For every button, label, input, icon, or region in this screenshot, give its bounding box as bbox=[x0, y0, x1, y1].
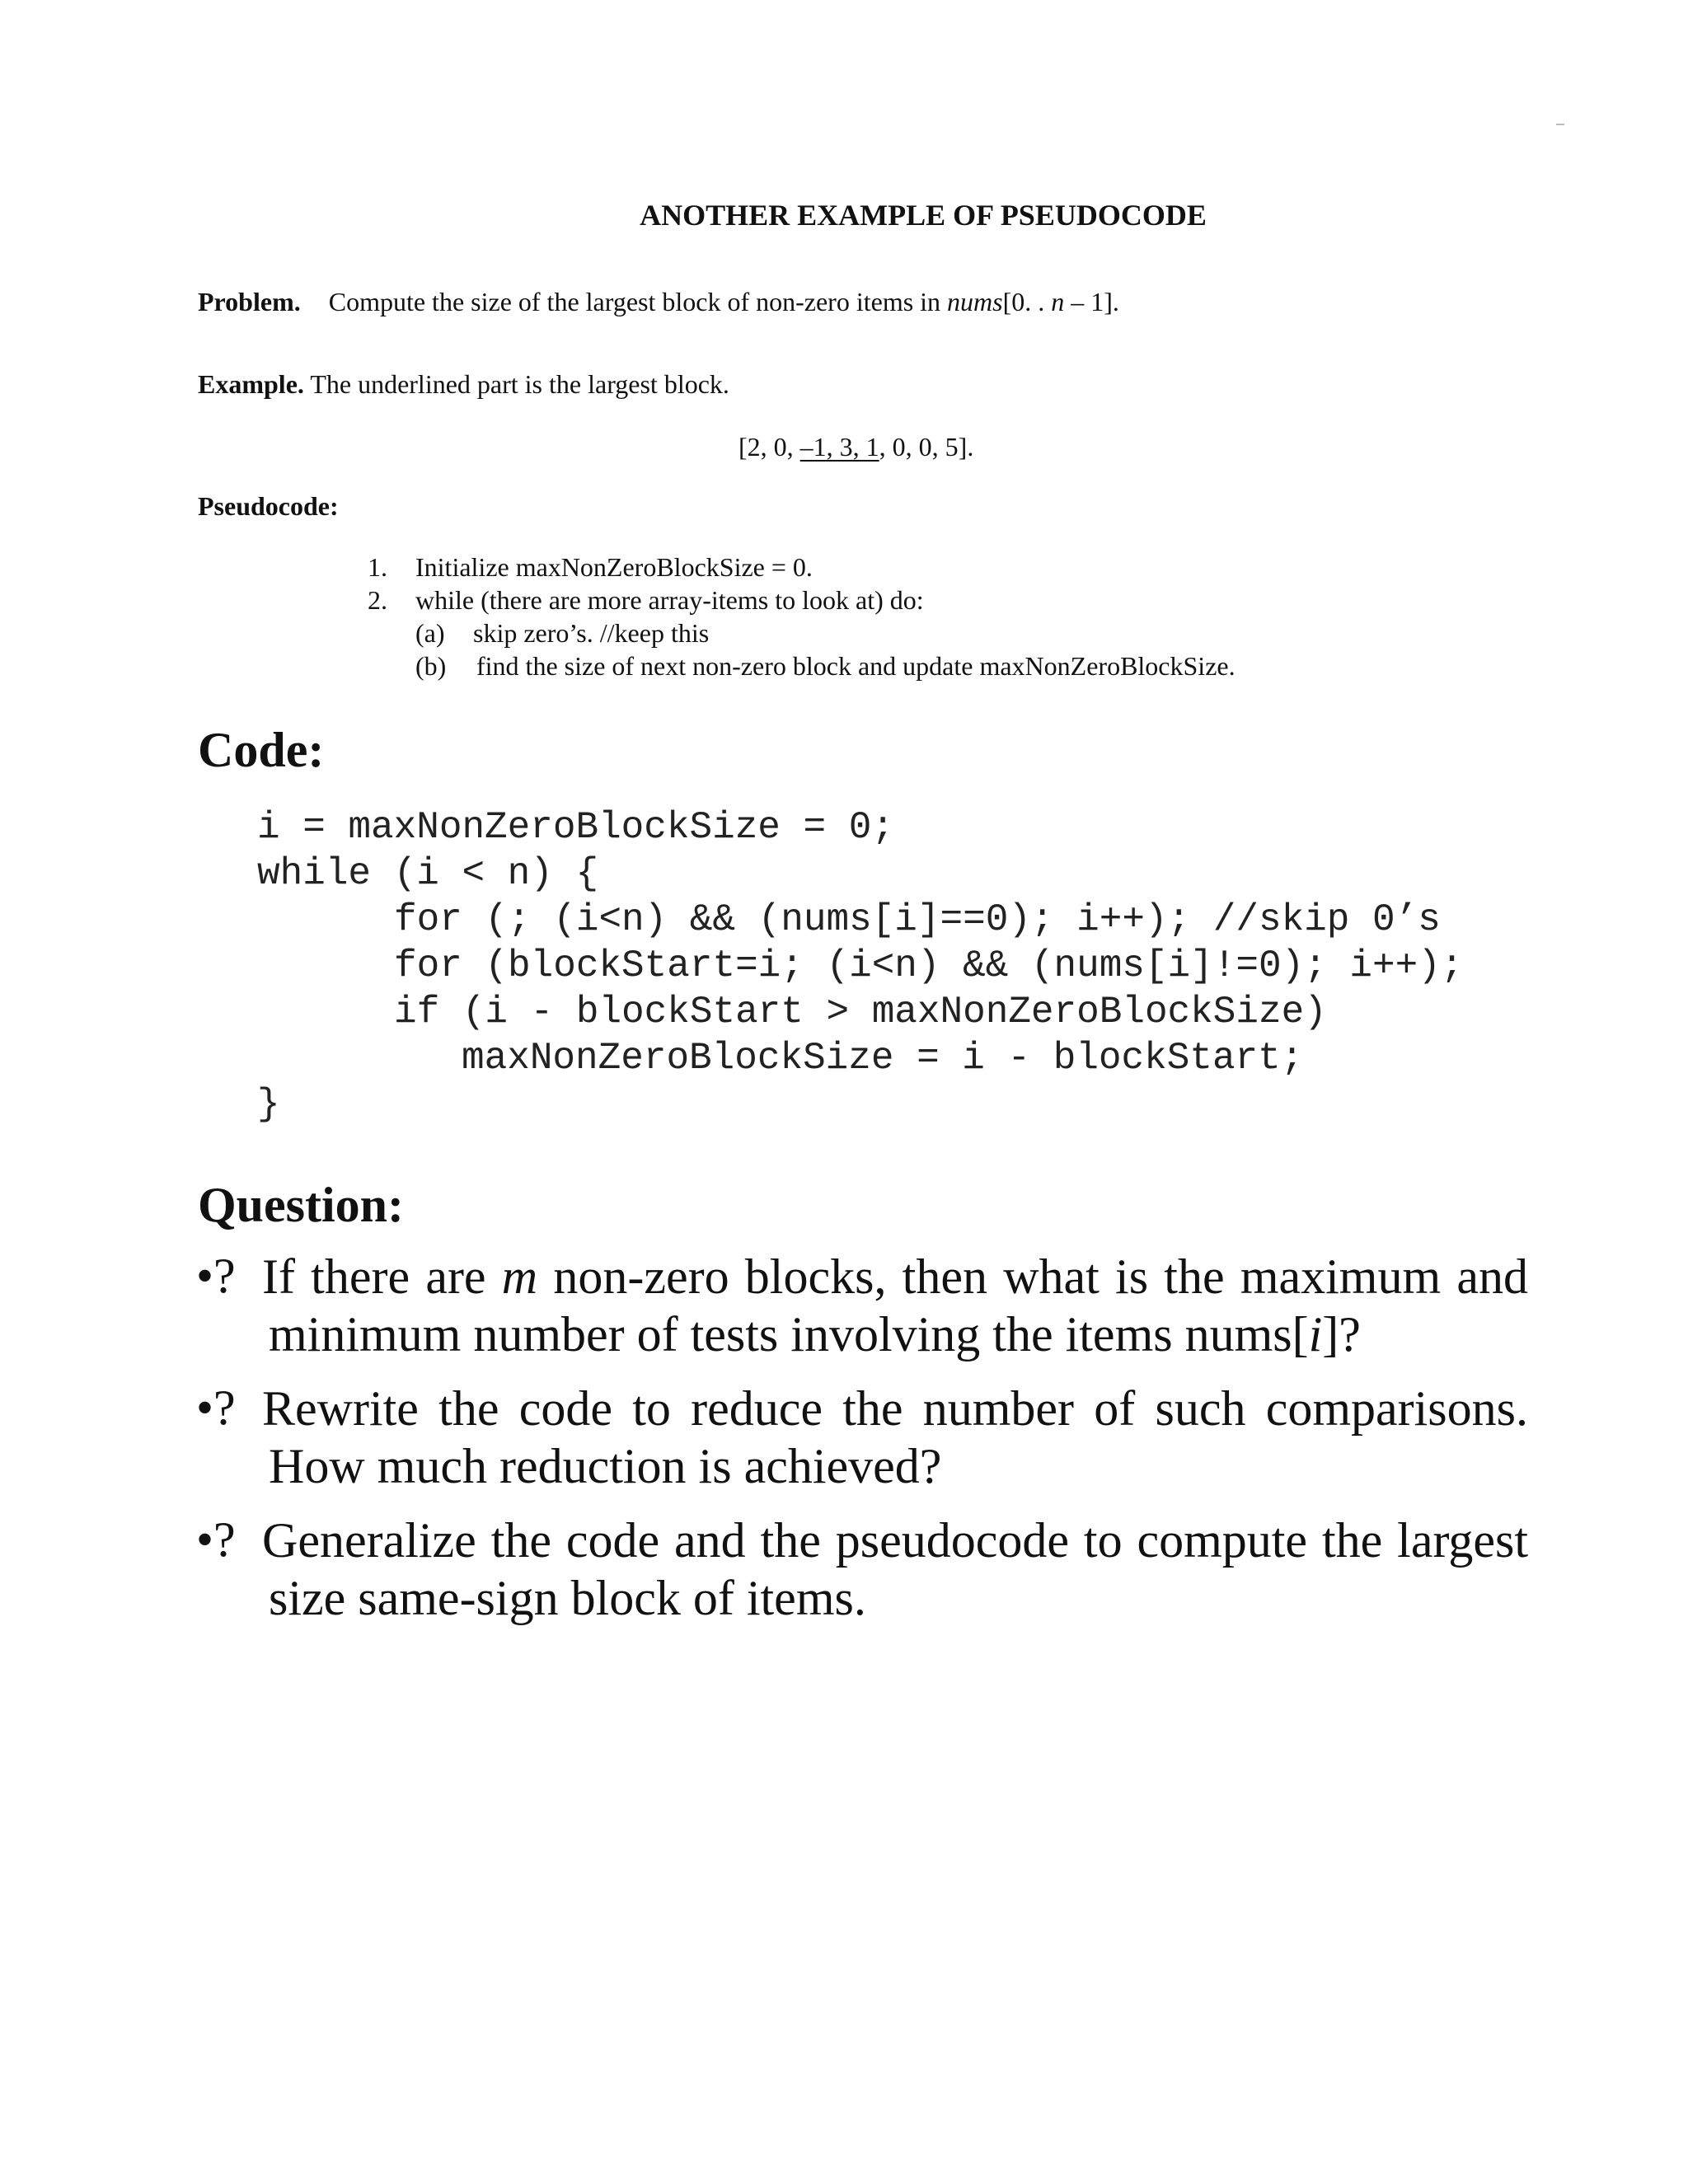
pseudocode-substep-b-num: (b) bbox=[415, 651, 447, 681]
problem-range-close: – 1]. bbox=[1064, 287, 1119, 316]
example-array bbox=[738, 432, 973, 462]
example-label: Example. bbox=[198, 369, 304, 399]
question-1-text-d: ]? bbox=[1322, 1307, 1361, 1361]
problem-range-open: [0. . bbox=[1002, 287, 1052, 316]
question-3-line-1: Generalize the code and the pseudocode to compute the largest bbox=[262, 1513, 1528, 1568]
pseudocode-substep-b-text: find the size of next non-zero block and update maxNonZeroBlockSize. bbox=[476, 651, 1236, 681]
problem-label: Problem. bbox=[198, 287, 301, 316]
example-text: The underlined part is the largest block. bbox=[303, 369, 729, 399]
code-line-3: for (; (i<n) && (nums[i]==0); i++); //skip 0’s bbox=[394, 898, 1441, 941]
pseudocode-substep-a-num: (a) bbox=[415, 618, 445, 648]
example-array-after: , 0, 0, 5]. bbox=[879, 432, 974, 462]
question-1-line-2 bbox=[269, 1305, 1528, 1363]
example-array-underlined: –1, 3, 1 bbox=[799, 432, 879, 462]
question-heading: Question: bbox=[198, 1178, 405, 1232]
problem-array-name: nums bbox=[947, 287, 1003, 316]
question-1-var-i: i bbox=[1308, 1307, 1323, 1361]
problem-statement bbox=[198, 287, 1119, 317]
code-line-6: maxNonZeroBlockSize = i - blockStart; bbox=[462, 1037, 1304, 1080]
question-1 bbox=[262, 1248, 1528, 1363]
pseudocode-step-2-num: 2. bbox=[368, 585, 387, 615]
question-3 bbox=[262, 1511, 1528, 1627]
problem-text: Compute the size of the largest block of non-zero items in bbox=[328, 287, 948, 316]
question-2-line-1: Rewrite the code to reduce the number of such comparisons. bbox=[262, 1381, 1528, 1436]
pseudocode-label: Pseudocode: bbox=[198, 491, 339, 521]
question-1-bullet: •? bbox=[196, 1249, 236, 1303]
question-1-text-b: non-zero blocks, then what is the maximum and bbox=[537, 1249, 1528, 1304]
pseudocode-step-2-text: while (there are more array-items to look at) do: bbox=[415, 585, 924, 615]
code-line-2: while (i < n) { bbox=[257, 852, 599, 895]
code-line-7: } bbox=[257, 1083, 280, 1126]
question-2 bbox=[262, 1380, 1528, 1495]
question-2-line-2: How much reduction is achieved? bbox=[269, 1439, 942, 1493]
code-line-1: i = maxNonZeroBlockSize = 0; bbox=[257, 806, 894, 849]
question-1-line-1 bbox=[262, 1248, 1528, 1305]
problem-range-var: n bbox=[1051, 287, 1065, 316]
pseudocode-substep-a-text: skip zero’s. //keep this bbox=[473, 618, 710, 648]
question-1-text-a: If there are bbox=[262, 1249, 502, 1304]
question-1-var-m: m bbox=[501, 1249, 538, 1304]
scan-mark bbox=[1556, 124, 1564, 125]
page-title: ANOTHER EXAMPLE OF PSEUDOCODE bbox=[640, 199, 1207, 232]
pseudocode-step-1-num: 1. bbox=[368, 552, 387, 582]
example-array-before: [2, 0, bbox=[738, 432, 800, 462]
question-2-bullet: •? bbox=[196, 1380, 236, 1435]
code-heading: Code: bbox=[198, 723, 325, 777]
code-line-5: if (i - blockStart > maxNonZeroBlockSize) bbox=[394, 991, 1327, 1033]
code-line-4: for (blockStart=i; (i<n) && (nums[i]!=0); i++); bbox=[394, 944, 1464, 987]
question-3-line-2: size same-sign block of items. bbox=[269, 1571, 866, 1625]
question-1-text-c: minimum number of tests involving the items nums[ bbox=[269, 1307, 1309, 1361]
pseudocode-step-1-text: Initialize maxNonZeroBlockSize = 0. bbox=[415, 552, 813, 582]
question-3-bullet: •? bbox=[196, 1512, 236, 1567]
example-statement bbox=[198, 369, 729, 400]
